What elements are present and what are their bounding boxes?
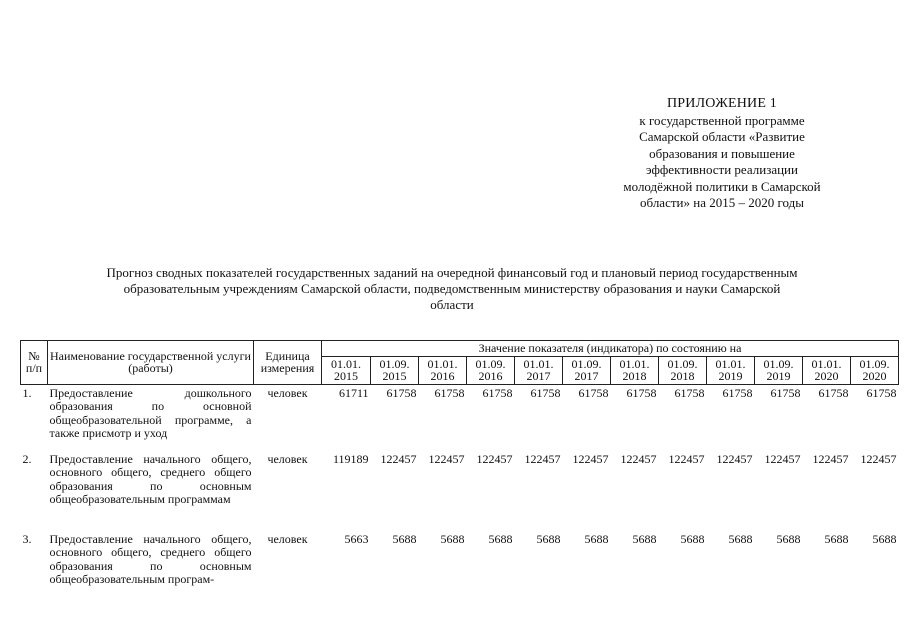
date-header: 01.01. 2017 (515, 356, 563, 384)
value-cell: 122457 (860, 451, 897, 466)
value-cell: 61711 (338, 385, 369, 400)
value-cell: 61758 (722, 385, 753, 400)
value-cell: 122457 (812, 451, 849, 466)
value-cell: 122457 (476, 451, 513, 466)
value-cell: 61758 (482, 385, 513, 400)
date-header: 01.01. 2016 (419, 356, 467, 384)
date-header: 01.09. 2017 (563, 356, 611, 384)
title-line: образовательным учреждениям Самарской области, подведомственным министерству образования и науки Самарской (123, 281, 781, 296)
appendix-block (596, 96, 848, 212)
value-cell: 61758 (530, 385, 561, 400)
value-cell: 5688 (440, 531, 465, 546)
value-cell: 122457 (716, 451, 753, 466)
value-cell: 5688 (584, 531, 609, 546)
header-number: № п/п (21, 341, 48, 385)
header-period-group: Значение показателя (индикатора) по состоянию на (322, 341, 899, 357)
date-header: 01.01. 2020 (803, 356, 851, 384)
value-cell: 61758 (626, 385, 657, 400)
table-row (21, 451, 899, 531)
value-cell: 5688 (824, 531, 849, 546)
value-cell: 122457 (380, 451, 417, 466)
indicators-table (20, 340, 899, 593)
row-number: 2. (22, 451, 32, 466)
value-cell: 5688 (632, 531, 657, 546)
value-cell: 5688 (488, 531, 513, 546)
value-cell: 61758 (386, 385, 417, 400)
value-cell: 5663 (344, 531, 369, 546)
value-cell: 122457 (524, 451, 561, 466)
value-cell: 119189 (332, 451, 369, 466)
table-row (21, 531, 899, 593)
value-cell: 5688 (392, 531, 417, 546)
appendix-heading: ПРИЛОЖЕНИЕ 1 (666, 96, 778, 111)
service-name: Предоставление дошкольного образования по основной общеобразовательной программе, а также присмотр и уход (49, 385, 252, 440)
row-number: 1. (22, 385, 32, 400)
row-number: 3. (22, 531, 32, 546)
unit-cell: человек (267, 385, 308, 400)
value-cell: 122457 (572, 451, 609, 466)
appendix-line: молодёжной политики в Самарской (623, 178, 821, 194)
header-unit: Единица измерения (254, 341, 322, 385)
value-cell: 61758 (770, 385, 801, 400)
appendix-line: области» на 2015 – 2020 годы (640, 195, 804, 210)
value-cell: 61758 (818, 385, 849, 400)
date-header: 01.01. 2019 (707, 356, 755, 384)
unit-cell: человек (267, 531, 308, 546)
value-cell: 5688 (680, 531, 705, 546)
service-name: Предоставление начального общего, основного общего, среднего общего образования по основным общеобразовательным програм- (49, 531, 252, 586)
value-cell: 122457 (620, 451, 657, 466)
header-service: Наименование государственной услуги (работы) (48, 341, 254, 385)
appendix-line: Самарской области «Развитие (639, 129, 805, 144)
value-cell: 122457 (764, 451, 801, 466)
title-line: области (430, 297, 474, 312)
date-header: 01.09. 2016 (467, 356, 515, 384)
appendix-line: образования и повышение (649, 145, 795, 161)
value-cell: 5688 (872, 531, 897, 546)
value-cell: 61758 (674, 385, 705, 400)
unit-cell: человек (267, 451, 308, 466)
value-cell: 61758 (578, 385, 609, 400)
title-line: Прогноз сводных показателей государственных заданий на очередной финансовый год и плановый период государственным (106, 265, 798, 280)
value-cell: 5688 (728, 531, 753, 546)
date-header: 01.09. 2019 (755, 356, 803, 384)
appendix-line: эффективности реализации (646, 162, 798, 177)
service-name: Предоставление начального общего, основного общего, среднего общего образования по основным общеобразовательным программам (49, 451, 252, 506)
date-header: 01.01. 2018 (611, 356, 659, 384)
value-cell: 61758 (866, 385, 897, 400)
appendix-line: к государственной программе (639, 112, 805, 128)
value-cell: 61758 (434, 385, 465, 400)
date-header: 01.09. 2018 (659, 356, 707, 384)
value-cell: 5688 (536, 531, 561, 546)
table-row (21, 384, 899, 451)
date-header: 01.01. 2015 (322, 356, 371, 384)
document-title (40, 265, 864, 313)
date-header: 01.09. 2015 (371, 356, 419, 384)
date-header: 01.09. 2020 (851, 356, 899, 384)
value-cell: 5688 (776, 531, 801, 546)
value-cell: 122457 (428, 451, 465, 466)
value-cell: 122457 (668, 451, 705, 466)
